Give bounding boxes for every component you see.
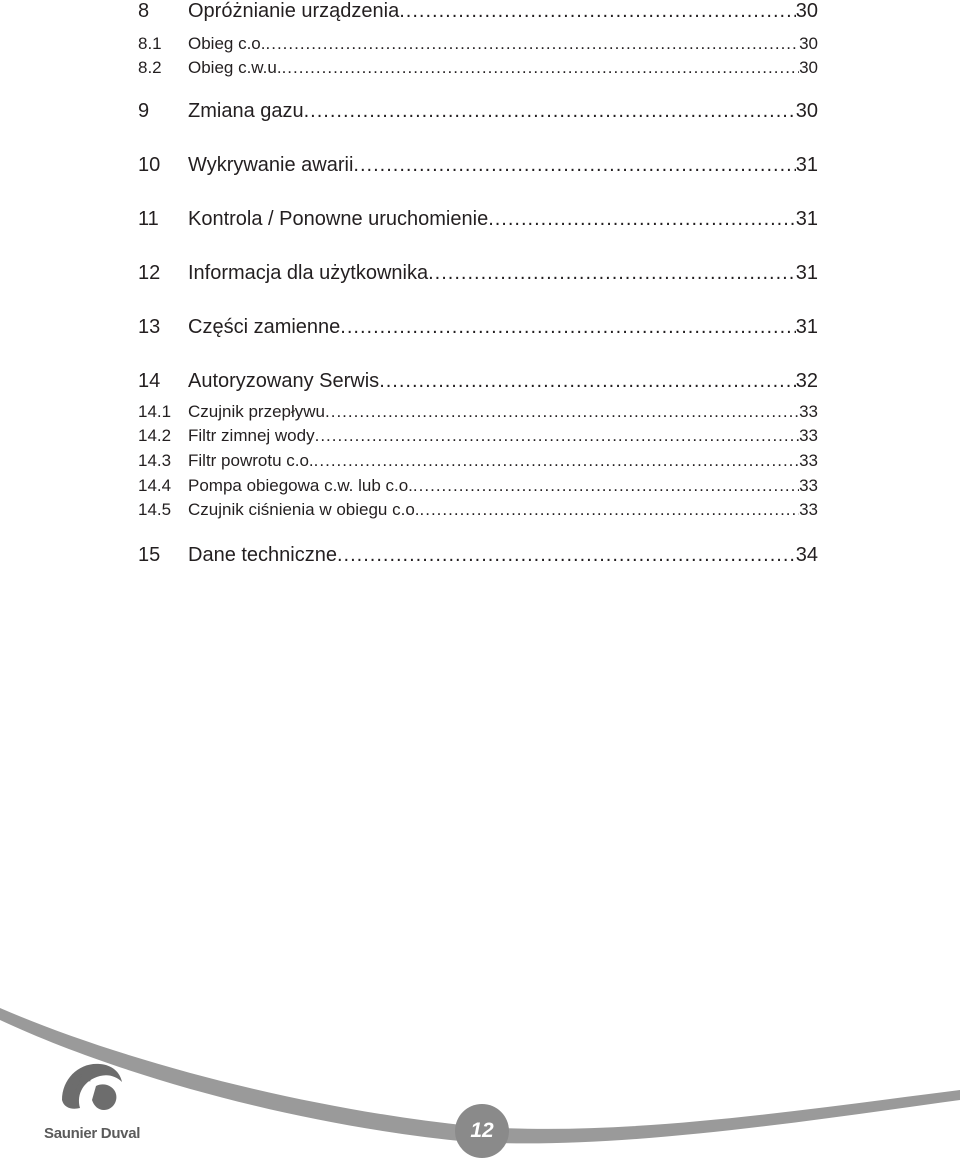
toc-entry[interactable]: [138, 500, 818, 520]
toc-entry[interactable]: [138, 426, 818, 446]
toc-page: 31: [795, 316, 818, 338]
toc-leader-dots: [315, 426, 799, 446]
toc-entry[interactable]: [138, 34, 818, 54]
toc-title: Filtr powrotu c.o.: [188, 451, 314, 470]
toc-page: 31: [795, 208, 818, 230]
toc-title: Kontrola / Ponowne uruchomienie: [188, 208, 489, 230]
page-number: 12: [470, 1119, 494, 1142]
toc-leader-dots: [340, 316, 795, 339]
toc-leader-dots: [488, 208, 796, 231]
page-footer: [0, 990, 960, 1158]
toc-leader-dots: [282, 58, 800, 78]
toc-title: Opróżnianie urządzenia: [188, 0, 400, 22]
toc-title: Zmiana gazu: [188, 100, 304, 122]
toc-entry[interactable]: [138, 544, 818, 567]
toc-number: 8.2: [138, 58, 162, 77]
toc-page: 33: [799, 451, 818, 470]
toc-page: 30: [795, 0, 818, 22]
toc-title: Części zamienne: [188, 316, 341, 338]
toc-number: 13: [138, 316, 161, 338]
toc-number: 11: [138, 208, 159, 230]
toc-number: 8.1: [138, 34, 162, 53]
toc-page: 33: [799, 402, 818, 421]
toc-leader-dots: [379, 370, 796, 393]
toc-leader-dots: [266, 34, 800, 54]
toc-leader-dots: [314, 451, 799, 471]
toc-entry[interactable]: [138, 451, 818, 471]
toc-entry[interactable]: [138, 370, 818, 393]
toc-leader-dots: [413, 476, 799, 496]
toc-leader-dots: [420, 500, 800, 520]
toc-page: 33: [799, 426, 818, 445]
toc-page: 32: [795, 370, 818, 392]
toc-number: 14.2: [138, 426, 172, 445]
toc-title: Dane techniczne: [188, 544, 337, 566]
toc-entry[interactable]: [138, 476, 818, 496]
toc-number: 14: [138, 370, 161, 392]
toc-page: 30: [795, 100, 818, 122]
toc-number: 10: [138, 154, 161, 176]
brand-name: Saunier Duval: [44, 1125, 141, 1142]
toc-title: Informacja dla użytkownika: [188, 262, 429, 284]
toc-number: 14.1: [138, 402, 172, 421]
toc-title: Filtr zimnej wody: [188, 426, 315, 445]
toc-number: 15: [138, 544, 161, 566]
toc-page: 34: [795, 544, 818, 566]
toc-title: Wykrywanie awarii: [188, 154, 354, 176]
toc-number: 12: [138, 262, 161, 284]
toc-title: Czujnik przepływu: [188, 402, 325, 421]
toc-leader-dots: [399, 0, 796, 23]
toc-title: Autoryzowany Serwis: [188, 370, 380, 392]
toc-entry[interactable]: [138, 100, 818, 123]
toc-title: Obieg c.o.: [188, 34, 266, 53]
toc-number: 14.3: [138, 451, 172, 470]
toc-entry[interactable]: [138, 208, 818, 231]
toc-title: Pompa obiegowa c.w. lub c.o.: [188, 476, 413, 495]
toc-leader-dots: [428, 262, 796, 285]
toc-entry[interactable]: [138, 402, 818, 422]
toc-number: 14.5: [138, 500, 172, 519]
toc-leader-dots: [304, 100, 796, 123]
toc-page: 31: [795, 154, 818, 176]
toc-page: 33: [799, 500, 818, 519]
toc-page: 30: [799, 34, 818, 53]
toc-title: Obieg c.w.u.: [188, 58, 282, 77]
toc-entry[interactable]: [138, 154, 818, 177]
toc-page: 31: [795, 262, 818, 284]
saunier-duval-logo-icon: [62, 1064, 122, 1110]
toc-entry[interactable]: [138, 262, 818, 285]
toc-entry[interactable]: [138, 58, 818, 78]
toc-number: 14.4: [138, 476, 172, 495]
toc-number: 8: [138, 0, 150, 22]
toc-leader-dots: [325, 402, 799, 422]
toc-page: 33: [799, 476, 818, 495]
toc-leader-dots: [337, 544, 796, 567]
toc-title: Czujnik ciśnienia w obiegu c.o.: [188, 500, 420, 519]
toc-page: 30: [799, 58, 818, 77]
toc-leader-dots: [353, 154, 795, 177]
toc-entry[interactable]: [138, 0, 818, 23]
toc-number: 9: [138, 100, 150, 122]
toc-entry[interactable]: [138, 316, 818, 339]
